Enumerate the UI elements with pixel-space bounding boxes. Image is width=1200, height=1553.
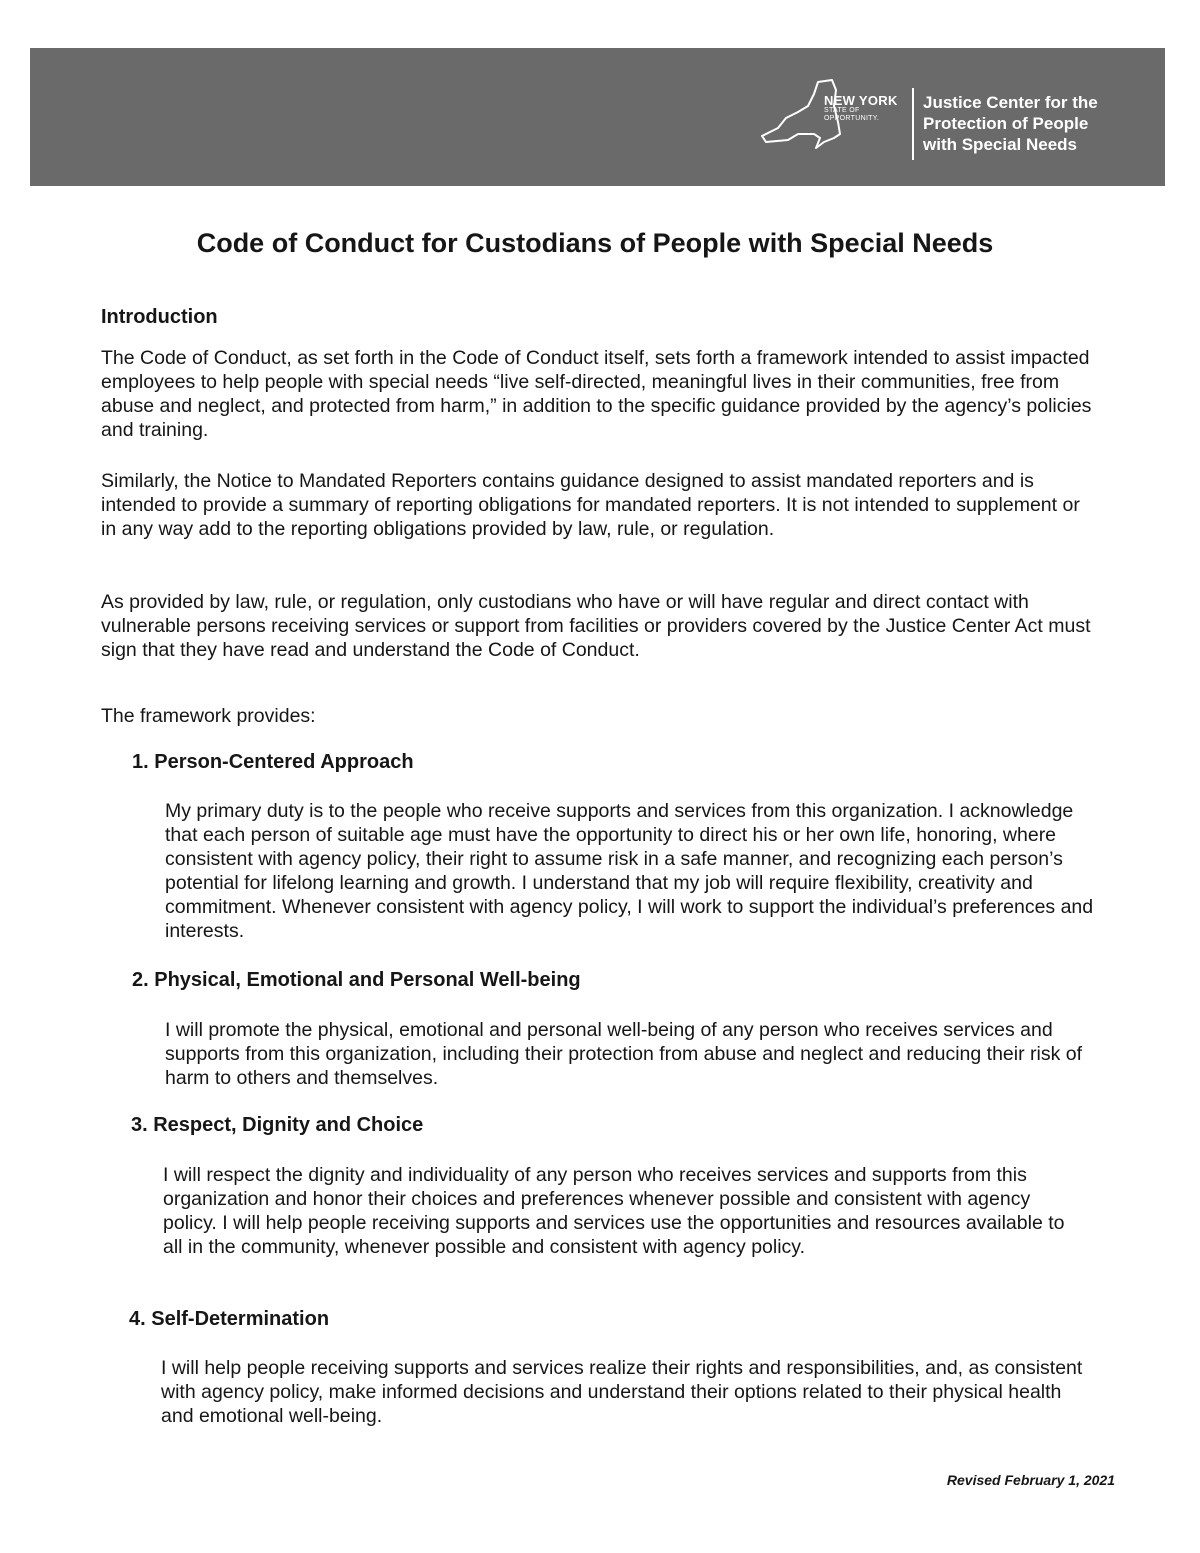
- item-3-body: I will respect the dignity and individuality of any person who receives services and supports from this organization and honor their choices and preferences whenever possible and consistent with agency policy. I will help people receiving supports and services use the opportunities and resources available to all in the community, whenever possible and consistent with agency policy.: [163, 1164, 1065, 1258]
- item-2-body: I will promote the physical, emotional and personal well-being of any person who receives services and supports from this organization, including their protection from abuse and neglect and reducing their risk of harm to others and themselves.: [165, 1019, 1083, 1089]
- item-3-heading: 3. Respect, Dignity and Choice: [131, 1114, 424, 1136]
- intro-paragraph-2: Similarly, the Notice to Mandated Reporters contains guidance designed to assist mandated reporters and is intended to provide a summary of reporting obligations for mandated reporters. It is not intended to supplement or in any way add to the reporting obligations provided by law, rule, or regulation.: [101, 470, 1080, 540]
- logo-opportunity: OPPORTUNITY.: [824, 115, 880, 122]
- agency-name-line1: Justice Center for the: [923, 93, 1098, 112]
- new-york-state-logo-text: [824, 94, 898, 123]
- logo-state-of: STATE OF: [824, 107, 860, 114]
- item-1-heading: 1. Person-Centered Approach: [132, 751, 414, 773]
- revised-date: Revised February 1, 2021: [946, 1472, 1115, 1488]
- document-title: Code of Conduct for Custodians of People with Special Needs: [196, 228, 994, 258]
- logo-divider: [912, 88, 914, 160]
- intro-paragraph-3: As provided by law, rule, or regulation, only custodians who have or will have regular and direct contact with vulnerable persons receiving services or support from facilities or providers covered by the Justice Center Act must sign that they have read and understand the Code of Conduct.: [101, 591, 1091, 661]
- agency-name-line3: with Special Needs: [923, 135, 1077, 154]
- agency-name-line2: Protection of People: [923, 114, 1089, 133]
- agency-name: [923, 92, 1098, 155]
- item-4-body: I will help people receiving supports and services realize their rights and responsibilities, and, as consistent with agency policy, make informed decisions and understand their options related to their physical health and emotional well-being.: [161, 1357, 1083, 1427]
- header-banner: [30, 48, 1165, 186]
- item-2-heading: 2. Physical, Emotional and Personal Well-being: [132, 969, 581, 991]
- introduction-heading: Introduction: [101, 306, 218, 328]
- intro-paragraph-1: The Code of Conduct, as set forth in the Code of Conduct itself, sets forth a framework intended to assist impacted employees to help people with special needs “live self-directed, meaningful lives in their communities, free from abuse and neglect, and protected from harm,” in addition to the specific guidance provided by the agency’s policies and training.: [101, 347, 1092, 441]
- item-4-heading: 4. Self-Determination: [129, 1308, 330, 1330]
- framework-intro: The framework provides:: [101, 705, 316, 727]
- item-1-body: My primary duty is to the people who receive supports and services from this organization. I acknowledge that each person of suitable age must have the opportunity to direct his or her own life, honoring, where consistent with agency policy, their right to assume risk in a safe manner, and recognizing each person’s potential for lifelong learning and growth. I understand that my job will require flexibility, creativity and commitment. Whenever consistent with agency policy, I will work to support the individual’s preferences and interests.: [165, 800, 1094, 942]
- logo-state-name: NEW YORK: [824, 93, 898, 108]
